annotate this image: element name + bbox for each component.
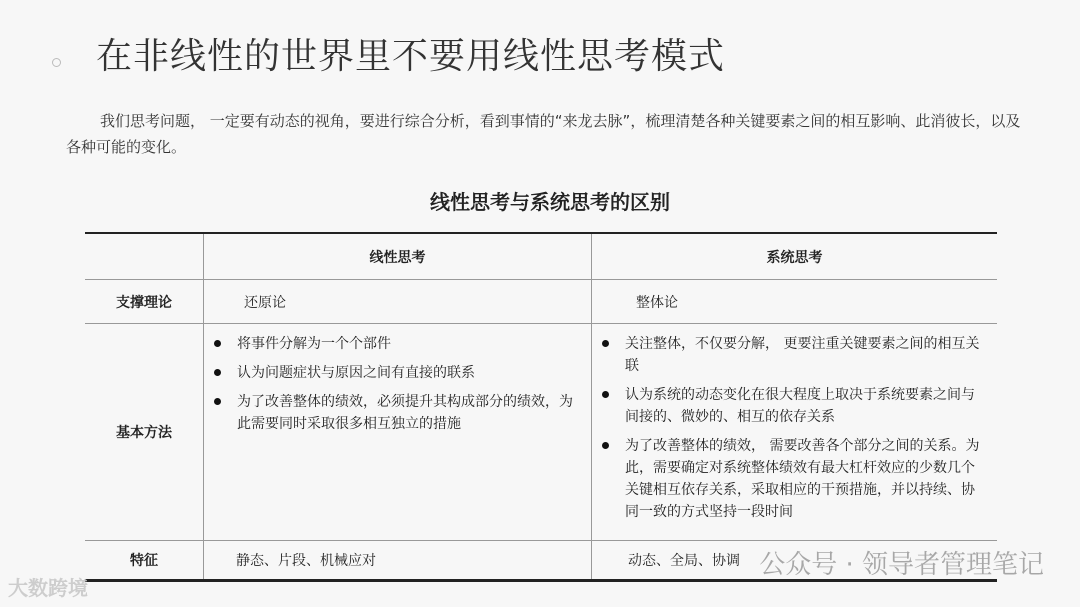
header-linear: 线性思考 <box>204 233 592 280</box>
table-row <box>85 324 997 541</box>
table-caption: 线性思考与系统思考的区别 <box>430 190 670 214</box>
linear-cell: 还原论 <box>204 280 592 324</box>
comparison-table <box>85 232 997 582</box>
table-row <box>85 280 997 324</box>
list-item: 为了改善整体的绩效， 需要改善各个部分之间的关系。为此，需要确定对系统整体绩效有最大杠杆效应的少数几个关键相互依存关系，采取相应的干预措施，并以持续、协同一致的方式坚持一段时间 <box>625 435 986 523</box>
linear-cell <box>204 324 592 541</box>
system-cell <box>592 324 998 541</box>
row-label: 基本方法 <box>85 324 204 541</box>
intro-paragraph: 我们思考问题， 一定要有动态的视角，要进行综合分析，看到事情的“来龙去脉”，梳理清楚各种关键要素之间的相互影响、此消彼长，以及各种可能的变化。 <box>66 112 1021 156</box>
linear-cell: 静态、片段、机械应对 <box>204 541 592 581</box>
logo-watermark: 大数跨境 <box>8 576 88 600</box>
wechat-watermark: 公众号 · 领导者管理笔记 <box>759 550 1044 580</box>
list-item: 认为系统的动态变化在很大程度上取决于系统要素之间与间接的、微妙的、相互的依存关系 <box>625 384 986 428</box>
list-item: 认为问题症状与原因之间有直接的联系 <box>237 362 580 384</box>
row-label: 特征 <box>85 541 204 581</box>
system-cell: 整体论 <box>592 280 998 324</box>
header-empty <box>85 233 204 280</box>
page-title: 在非线性的世界里不要用线性思考模式 <box>96 36 726 77</box>
list-item: 为了改善整体的绩效，必须提升其构成部分的绩效，为此需要同时采取很多相互独立的措施 <box>237 391 580 435</box>
header-system: 系统思考 <box>592 233 998 280</box>
bullet-decoration-icon <box>52 58 61 67</box>
row-label: 支撑理论 <box>85 280 204 324</box>
table-header-row <box>85 233 997 280</box>
list-item: 关注整体，不仅要分解， 更要注重关键要素之间的相互关联 <box>625 333 986 377</box>
list-item: 将事件分解为一个个部件 <box>237 333 580 355</box>
system-cell: 动态、全局、协调 <box>592 541 998 581</box>
